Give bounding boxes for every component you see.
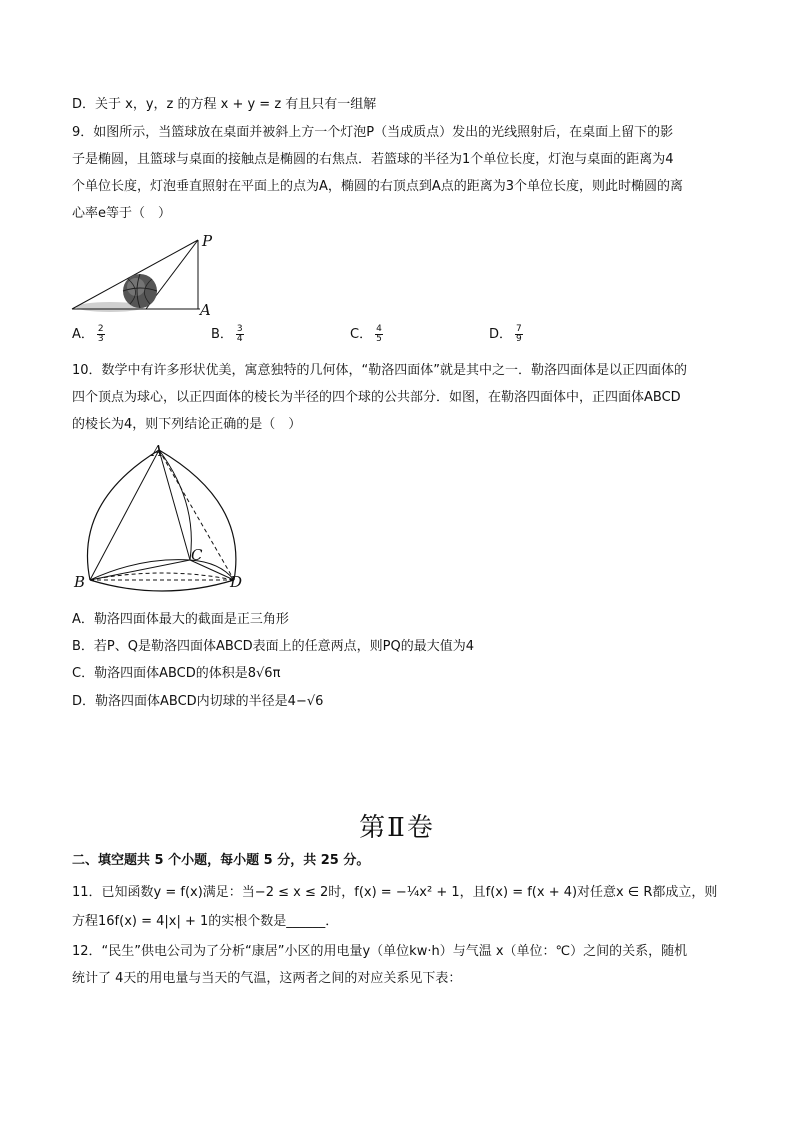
q10-text-line-3: 的棱长为4，则下列结论正确的是（ ） [72, 417, 302, 432]
fraction [515, 325, 523, 344]
numerator: 3 [236, 324, 243, 334]
option-letter: A． [72, 327, 94, 342]
q9-basketball-figure [70, 230, 220, 318]
label-c: C [191, 546, 203, 564]
denominator: 9 [516, 334, 522, 344]
q9-text-line-4: 心率e等于（ ） [72, 206, 171, 221]
numerator: 4 [376, 324, 382, 334]
fraction [236, 325, 244, 344]
label-a: A [152, 442, 163, 460]
q10-option-d[interactable]: D．勒洛四面体ABCD内切球的半径是4−√6 [72, 694, 324, 709]
q9-text-line-2: 子是椭圆，且篮球与桌面的接触点是椭圆的右焦点．若篮球的半径为1个单位长度，灯泡与桌面的距离为4 [72, 152, 674, 167]
q12-text-line-1: 12．“民生”供电公司为了分析“康居”小区的用电量y（单位kw·h）与气温 x（单位：℃）之间的关系，随机 [72, 944, 688, 959]
q10-option-c[interactable]: C．勒洛四面体ABCD的体积是8√6π [72, 666, 281, 681]
q9-option-b[interactable] [211, 323, 244, 344]
numerator: 7 [516, 324, 522, 334]
section-title: 第Ⅱ卷 [359, 813, 435, 843]
denominator: 3 [97, 334, 104, 344]
outer-arc-bottom [90, 580, 234, 591]
fraction [375, 325, 383, 344]
denominator: 5 [376, 334, 382, 344]
numerator: 2 [97, 324, 104, 334]
label-b: B [74, 573, 86, 591]
label-d: D [230, 573, 243, 591]
edge-ac [159, 450, 190, 560]
q9-option-a[interactable] [72, 323, 105, 344]
q9-option-d[interactable] [489, 323, 523, 344]
edge-ab [90, 450, 159, 580]
q9-text-line-1: 9．如图所示，当篮球放在桌面并被斜上方一个灯泡P（当成质点）发出的光线照射后，在桌面上留下的影 [72, 125, 674, 140]
fraction [97, 325, 105, 344]
q9-text-line-3: 个单位长度，灯泡垂直照射在平面上的点为A，椭圆的右顶点到A点的距离为3个单位长度，则此时椭圆的离 [72, 179, 684, 194]
q11-text-line-2: 方程16f(x) = 4|x| + 1的实根个数是______． [72, 914, 339, 929]
q12-text-line-2: 统计了 4天的用电量与当天的气温，这两者之间的对应关系见下表： [72, 971, 462, 986]
denominator: 4 [236, 334, 243, 344]
q11-text-line-1: 11．已知函数y = f(x)满足：当−2 ≤ x ≤ 2时，f(x) = −¼x² + 1，且f(x) = f(x + 4)对任意x ∈ R都成立，则 [72, 885, 718, 900]
option-letter: B． [211, 327, 233, 342]
q10-option-b[interactable]: B．若P、Q是勒洛四面体ABCD表面上的任意两点，则PQ的最大值为4 [72, 639, 475, 654]
option-letter: D． [489, 327, 513, 342]
label-p: P [202, 232, 213, 250]
basketball-icon [123, 274, 157, 308]
q9-option-c[interactable] [350, 323, 383, 344]
q8-option-d: D．关于 x，y，z 的方程 x + y = z 有且只有一组解 [72, 97, 377, 112]
label-a: A [200, 301, 211, 318]
q10-option-a[interactable]: A．勒洛四面体最大的截面是正三角形 [72, 612, 289, 627]
q10-text-line-2: 四个顶点为球心，以正四面体的棱长为半径的四个球的公共部分．如图，在勒洛四面体中，正四面体ABCD [72, 390, 681, 405]
section-heading: 二、填空题共 5 个小题，每小题 5 分，共 25 分。 [72, 853, 370, 868]
q10-text-line-1: 10．数学中有许多形状优美，寓意独特的几何体，“勒洛四面体”就是其中之一．勒洛四面体是以正四面体的 [72, 363, 688, 378]
dashed-arc-bd [90, 573, 234, 580]
option-letter: C． [350, 327, 373, 342]
q10-reuleaux-figure [70, 442, 250, 592]
